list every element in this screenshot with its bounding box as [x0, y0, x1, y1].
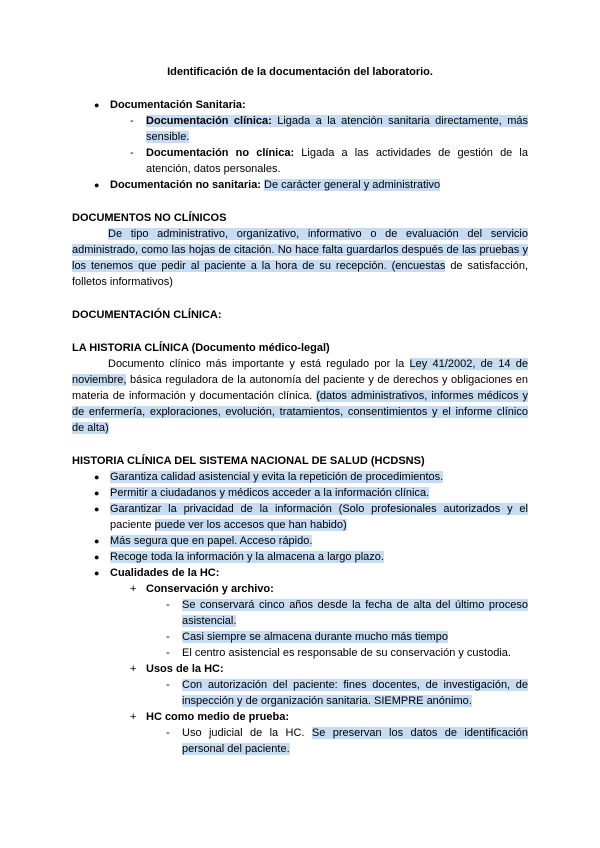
list-item [72, 645, 528, 661]
text-segment: Ley 41/2002, de 14 de noviembre, [72, 358, 528, 386]
text-segment: Ligada a la atención sanitaria directamente, más sensible. [146, 115, 528, 143]
text-segment: Uso judicial de la HC. [182, 727, 312, 739]
section-heading [72, 340, 528, 356]
list-item-text [182, 725, 528, 757]
text-segment: Recoge toda la información y la almacena a largo plazo. [110, 551, 384, 563]
list-item [72, 677, 528, 709]
text-segment: Documentación clínica: [146, 115, 272, 127]
bullet-marker: + [130, 583, 137, 595]
bullet-marker: ● [94, 180, 100, 190]
list-item [72, 97, 528, 113]
text-segment: Ligada a las actividades de gestión de la atención, datos personales. [146, 147, 528, 175]
list-item [72, 661, 528, 677]
text-segment: Se conservará cinco años desde la fecha de alta del último proceso asistencial. [182, 599, 528, 627]
list-item-text [110, 565, 528, 581]
paragraph [72, 226, 528, 290]
bullet-marker: + [130, 711, 137, 723]
text-segment: Casi siempre se almacena durante mucho más tiempo [182, 631, 448, 643]
text-segment: Usos de la HC: [146, 663, 224, 675]
list-item-text [182, 677, 528, 709]
text-segment: De carácter general y administrativo [264, 179, 441, 191]
bullet-marker: ● [94, 472, 100, 482]
text-segment: Garantizar la privacidad de la información (Solo profesionales autorizados y el [110, 503, 528, 515]
bullet-marker: + [130, 663, 137, 675]
bullet-marker: ● [94, 552, 100, 562]
bullet-marker: ● [94, 504, 100, 514]
list-item [72, 485, 528, 501]
bullet-marker: - [166, 647, 170, 659]
bullet-marker: ● [94, 536, 100, 546]
list-item [72, 549, 528, 565]
list-item [72, 533, 528, 549]
list-item-text [182, 629, 528, 645]
text-segment: Documentación no clínica: [146, 147, 295, 159]
list-item-text [146, 113, 528, 145]
spacer [72, 290, 528, 307]
list-item-text [182, 645, 528, 661]
text-segment: puede ver los accesos que han habido) [154, 519, 347, 531]
text-segment: Identificación de la documentación del laboratorio. [167, 66, 433, 78]
list-item [72, 177, 528, 193]
list-item [72, 581, 528, 597]
list-item-text [110, 549, 528, 565]
bullet-marker: - [166, 599, 170, 611]
text-segment: HISTORIA CLÍNICA DEL SISTEMA NACIONAL DE SALUD (HCDSNS) [72, 455, 425, 467]
bullet-marker: ● [94, 568, 100, 578]
list-item [72, 597, 528, 629]
text-segment: Documento clínico más importante y está regulado por la [108, 358, 410, 370]
spacer [72, 80, 528, 97]
list-item-text [146, 581, 528, 597]
text-segment: Conservación y archivo: [146, 583, 274, 595]
text-segment: Garantiza calidad asistencial y evita la repetición de procedimientos. [110, 471, 444, 483]
list-item [72, 629, 528, 645]
text-segment: Documentación no sanitaria: [110, 179, 265, 191]
text-segment: DOCUMENTACIÓN CLÍNICA: [72, 309, 222, 321]
text-segment: El centro asistencial es responsable de su conservación y custodia. [182, 647, 511, 659]
list-item [72, 501, 528, 533]
spacer [72, 193, 528, 210]
text-segment: Permitir a ciudadanos y médicos acceder a la información clínica. [110, 487, 430, 499]
text-segment: Documentación Sanitaria: [110, 99, 246, 111]
bullet-marker: ● [94, 100, 100, 110]
text-segment: DOCUMENTOS NO CLÍNICOS [72, 212, 227, 224]
list-item-text [146, 145, 528, 177]
bullet-marker: - [130, 147, 134, 159]
list-item-text [110, 501, 528, 533]
bullet-marker: - [130, 115, 134, 127]
paragraph [72, 356, 528, 436]
list-item [72, 709, 528, 725]
text-segment: HC como medio de prueba: [146, 711, 290, 723]
list-item-text [146, 709, 528, 725]
bullet-marker: - [166, 679, 170, 691]
bullet-marker: - [166, 727, 170, 739]
spacer [72, 436, 528, 453]
list-item [72, 725, 528, 757]
text-segment: paciente [110, 519, 155, 531]
text-segment: de satisfacción, folletos informativos) [72, 260, 528, 288]
list-item-text [182, 597, 528, 629]
section-heading [72, 210, 528, 226]
section-heading [72, 453, 528, 469]
text-segment: (datos administrativos, informes médicos y de enfermería, exploraciones, evolución, tratamientos, consentimientos y el informe clínico de alta) [72, 390, 528, 434]
bullet-marker: ● [94, 488, 100, 498]
list-item [72, 145, 528, 177]
section-heading [72, 307, 528, 323]
list-item-text [110, 177, 528, 193]
list-item-text [110, 469, 528, 485]
list-item [72, 565, 528, 581]
text-segment: básica reguladora de la autonomía del paciente y de derechos y obligaciones en materia de información y documentación clínica. [72, 374, 528, 402]
text-segment: Cualidades de la HC: [110, 567, 220, 579]
text-segment: Se preservan los datos de identificación personal del paciente. [182, 727, 529, 755]
list-item [72, 469, 528, 485]
text-segment: Más segura que en papel. Acceso rápido. [110, 535, 313, 547]
list-item-text [110, 97, 528, 113]
document-content [72, 64, 528, 757]
spacer [72, 323, 528, 340]
text-segment: LA HISTORIA CLÍNICA (Documento médico-legal) [72, 342, 330, 354]
text-segment: Con autorización del paciente: fines docentes, de investigación, de inspección y de organización sanitaria. SIEMPRE anónimo. [182, 679, 528, 707]
text-segment: De tipo administrativo, organizativo, informativo o de evaluación del servicio administrado, como las hojas de citación. No hace falta guardarlos después de las pruebas y los tenemos que pedir al paciente a la hora de su recepción. (encuestas [72, 228, 528, 272]
list-item-text [110, 485, 528, 501]
list-item [72, 113, 528, 145]
bullet-marker: - [166, 631, 170, 643]
list-item-text [146, 661, 528, 677]
document-title [72, 64, 528, 80]
list-item-text [110, 533, 528, 549]
